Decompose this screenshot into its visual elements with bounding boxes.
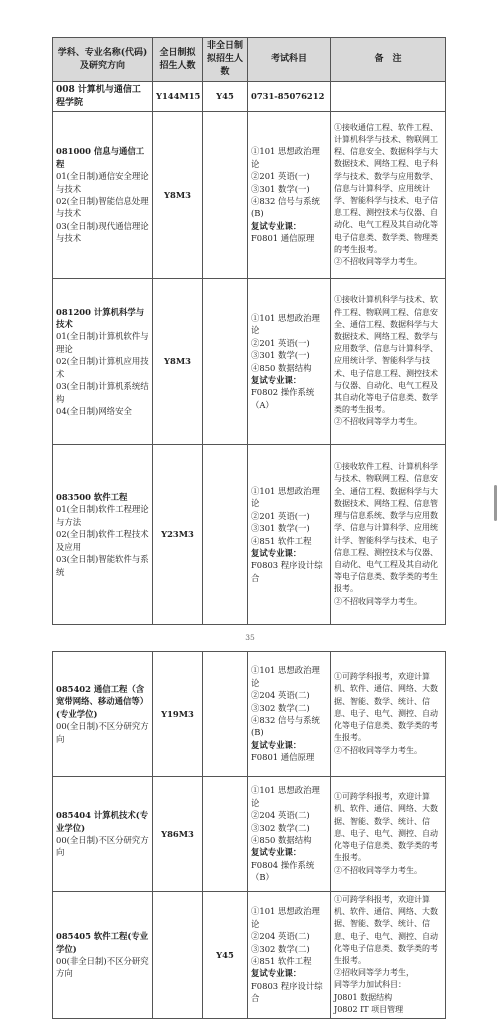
exam-subject: ④850 数据结构 xyxy=(251,362,312,373)
fulltime-quota xyxy=(153,892,203,1019)
major-cell xyxy=(53,445,153,625)
fulltime-quota: Y8M3 xyxy=(153,279,203,445)
exam-subject: ④832 信号与系统(B) xyxy=(251,715,320,738)
retest-subject: F0802 操作系统（A） xyxy=(251,387,315,410)
major-code-name: 085402 通信工程（含宽带网络、移动通信等）(专业学位) xyxy=(56,683,149,719)
notes-cell xyxy=(331,445,446,625)
retest-label: 复试专业课： xyxy=(251,547,302,558)
note-line: ②不招收同等学力考生。 xyxy=(334,745,422,755)
research-direction: 01(全日制)通信安全理论与技术 xyxy=(56,171,149,194)
research-direction: 02(全日制)软件工程技术及应用 xyxy=(56,529,149,552)
parttime-quota xyxy=(203,112,248,279)
note-line: ②不招收同等学力考生。 xyxy=(334,257,422,267)
research-direction: 00(非全日制)不区分研究方向 xyxy=(56,956,149,979)
major-code-name: 083500 软件工程 xyxy=(56,492,128,503)
note-line: ①可跨学科报考，欢迎计算机、软件、通信、网络、大数据、智能、数学、统计、信息、电子、电气、测控、自动化等电子信息类、数学类的考生报考。 xyxy=(334,895,438,966)
retest-cell xyxy=(251,740,314,762)
major-code-name: 081200 计算机科学与技术 xyxy=(56,306,145,330)
notes-cell xyxy=(331,112,446,279)
table-header-row xyxy=(53,38,446,82)
admissions-table-upper xyxy=(52,37,446,625)
research-direction: 03(全日制)计算机系统结构 xyxy=(56,381,149,404)
research-direction: 01(全日制)计算机软件与理论 xyxy=(56,331,149,354)
retest-cell xyxy=(251,221,314,243)
research-direction: 02(全日制)智能信息处理与技术 xyxy=(56,196,149,219)
research-direction: 02(全日制)计算机应用技术 xyxy=(56,356,149,379)
research-direction: 01(全日制)软件工程理论与方法 xyxy=(56,504,149,527)
table-row xyxy=(53,112,446,279)
note-line: ②招收同等学力考生， xyxy=(334,968,414,978)
college-notes xyxy=(331,82,446,112)
exam-subjects-cell xyxy=(248,892,331,1019)
exam-subject: ④851 软件工程 xyxy=(251,535,312,546)
exam-subject: ②204 英语(二) xyxy=(251,810,310,821)
parttime-quota xyxy=(203,279,248,445)
research-direction: 00(全日制)不区分研究方向 xyxy=(56,835,149,858)
major-cell xyxy=(53,892,153,1019)
retest-cell xyxy=(251,968,323,1003)
fulltime-quota: Y19M3 xyxy=(153,652,203,777)
notes-cell xyxy=(331,777,446,892)
research-direction: 03(全日制)现代通信理论与技术 xyxy=(56,220,149,244)
exam-subject: ①101 思想政治理论 xyxy=(251,312,320,336)
exam-subject: ②201 英语(一) xyxy=(251,171,310,182)
note-line: ①可跨学科报考，欢迎计算机、软件、通信、网络、大数据、智能、数学、统计、信息、电子、电气、测控、自动化等电子信息类、数学类的考生报考。 xyxy=(334,672,438,743)
college-row xyxy=(53,82,446,112)
research-direction: 03(全日制)智能软件与系统 xyxy=(56,554,149,577)
note-line: J0801 数据结构 xyxy=(334,992,393,1002)
exam-subject: ①101 思想政治理论 xyxy=(251,906,320,929)
retest-label: 复试专业课： xyxy=(251,968,302,979)
college-name: 008 计算机与通信工程学院 xyxy=(53,82,153,112)
exam-subject: ④851 软件工程 xyxy=(251,956,312,967)
exam-subject: ①101 思想政治理论 xyxy=(251,785,320,808)
note-line: ②不招收同等学力考生。 xyxy=(334,596,422,606)
retest-label: 复试专业课： xyxy=(251,739,302,750)
college-fulltime: Y144M15 xyxy=(153,82,203,112)
major-cell xyxy=(53,652,153,777)
major-cell xyxy=(53,777,153,892)
exam-subjects-cell xyxy=(248,777,331,892)
parttime-quota xyxy=(203,777,248,892)
header-exam-subjects: 考试科目 xyxy=(248,38,331,82)
header-parttime-quota: 非全日制拟招生人数 xyxy=(203,38,248,82)
major-code-name: 081000 信息与通信工程 xyxy=(56,146,145,169)
exam-subject: ③302 数学(二) xyxy=(251,822,310,833)
exam-subject: ②201 英语(一) xyxy=(251,510,310,521)
notes-cell xyxy=(331,652,446,777)
exam-subject: ④850 数据结构 xyxy=(251,835,312,845)
retest-label: 复试专业课： xyxy=(251,374,302,385)
retest-subject: F0804 操作系统（B） xyxy=(251,859,315,883)
fulltime-quota: Y86M3 xyxy=(153,777,203,892)
parttime-quota xyxy=(203,445,248,625)
exam-subject: ①101 思想政治理论 xyxy=(251,485,320,509)
retest-subject: F0803 程序设计综合 xyxy=(251,560,323,583)
exam-subject: ②204 英语(二) xyxy=(251,931,310,942)
header-notes: 备 注 xyxy=(331,38,446,82)
major-code-name: 085404 计算机技术(专业学位) xyxy=(56,810,149,833)
header-fulltime-quota: 全日制拟招生人数 xyxy=(153,38,203,82)
exam-subjects-cell xyxy=(248,112,331,279)
notes-cell xyxy=(331,279,446,445)
major-cell xyxy=(53,279,153,445)
exam-subject: ④832 信号与系统(B) xyxy=(251,196,320,219)
note-line: J0802 IT 项目管理 xyxy=(334,1004,404,1014)
college-parttime: Y45 xyxy=(203,82,248,112)
research-direction: 00(全日制)不区分研究方向 xyxy=(56,721,149,744)
exam-subject: ③301 数学(一) xyxy=(251,350,310,361)
exam-subject: ③302 数学(二) xyxy=(251,943,310,954)
page-number: 35 xyxy=(245,633,255,642)
note-line: ①可跨学科报考，欢迎计算机、软件、通信、网络、大数据、智能、数学、统计、信息、电子、电气、测控、自动化等电子信息类、数学类的考生报考。 xyxy=(334,792,438,863)
retest-subject: F0801 通信原理 xyxy=(251,752,315,763)
retest-subject: F0801 通信原理 xyxy=(251,233,315,244)
scrollbar-thumb[interactable] xyxy=(494,485,497,521)
note-line: ②不招收同等学力考生。 xyxy=(334,417,422,427)
retest-cell xyxy=(251,548,323,583)
major-cell xyxy=(53,112,153,279)
exam-subject: ③301 数学(一) xyxy=(251,523,310,534)
table-row xyxy=(53,892,446,1019)
exam-subject: ①101 思想政治理论 xyxy=(251,146,320,169)
note-line: ②不招收同等学力考生。 xyxy=(334,865,422,875)
exam-subject: ②201 英语(一) xyxy=(251,337,310,348)
notes-cell xyxy=(331,892,446,1019)
exam-subjects-cell xyxy=(248,445,331,625)
exam-subject: ①101 思想政治理论 xyxy=(251,665,320,688)
exam-subjects-cell xyxy=(248,279,331,445)
fulltime-quota: Y23M3 xyxy=(153,445,203,625)
note-line: ①接收软件工程、计算机科学与技术、物联网工程、信息安全、通信工程、数据科学与大数据技术、网络工程、信息管理与信息系统、数学与应用数学、信息与计算科学、应用统计学、智能科学与技术、电子信息工程、测控技术与仪器、自动化、电气工程及其自动化等电子信息类、数学类的考生报考。 xyxy=(334,462,438,594)
exam-subject: ③302 数学(二) xyxy=(251,702,310,713)
major-code-name: 085405 软件工程(专业学位) xyxy=(56,931,149,954)
note-line: ①接收计算机科学与技术、软件工程、物联网工程、信息安全、通信工程、数据科学与大数据技术、网络工程、数学与应用数学、信息与计算科学、应用统计学、智能科学与技术、电子信息工程、测控技术与仪器、自动化、电气工程及其自动化等电子信息类、数学类的考生报考。 xyxy=(334,295,438,415)
retest-label: 复试专业课： xyxy=(251,220,302,231)
exam-subject: ②204 英语(二) xyxy=(251,690,310,701)
admissions-table-lower xyxy=(52,651,446,1019)
exam-subjects-cell xyxy=(248,652,331,777)
exam-subject: ③301 数学(一) xyxy=(251,183,310,194)
note-line: 同等学力加试科目： xyxy=(334,980,406,990)
research-direction: 04(全日制)网络安全 xyxy=(56,405,132,416)
table-row xyxy=(53,777,446,892)
retest-cell xyxy=(251,847,314,882)
college-phone: 0731-85076212 xyxy=(248,82,331,112)
table-row xyxy=(53,279,446,445)
parttime-quota xyxy=(203,652,248,777)
fulltime-quota: Y8M3 xyxy=(153,112,203,279)
table-row xyxy=(53,652,446,777)
retest-subject: F0803 程序设计综合 xyxy=(251,980,323,1004)
header-major: 学科、专业名称(代码)及研究方向 xyxy=(53,38,153,82)
retest-label: 复试专业课： xyxy=(251,847,302,858)
retest-cell xyxy=(251,375,314,410)
table-row xyxy=(53,445,446,625)
note-line: ①接收通信工程、软件工程、计算机科学与技术、物联网工程、信息安全、数据科学与大数据技术、网络工程、电子科学与技术、数学与应用数学、信息与计算科学、应用统计学、智能科学与技术、电子信息工程、测控技术与仪器、自动化、电气工程及其自动化等电子信息类、数学类、物理类的考生报考。 xyxy=(334,122,438,254)
parttime-quota: Y45 xyxy=(203,892,248,1019)
